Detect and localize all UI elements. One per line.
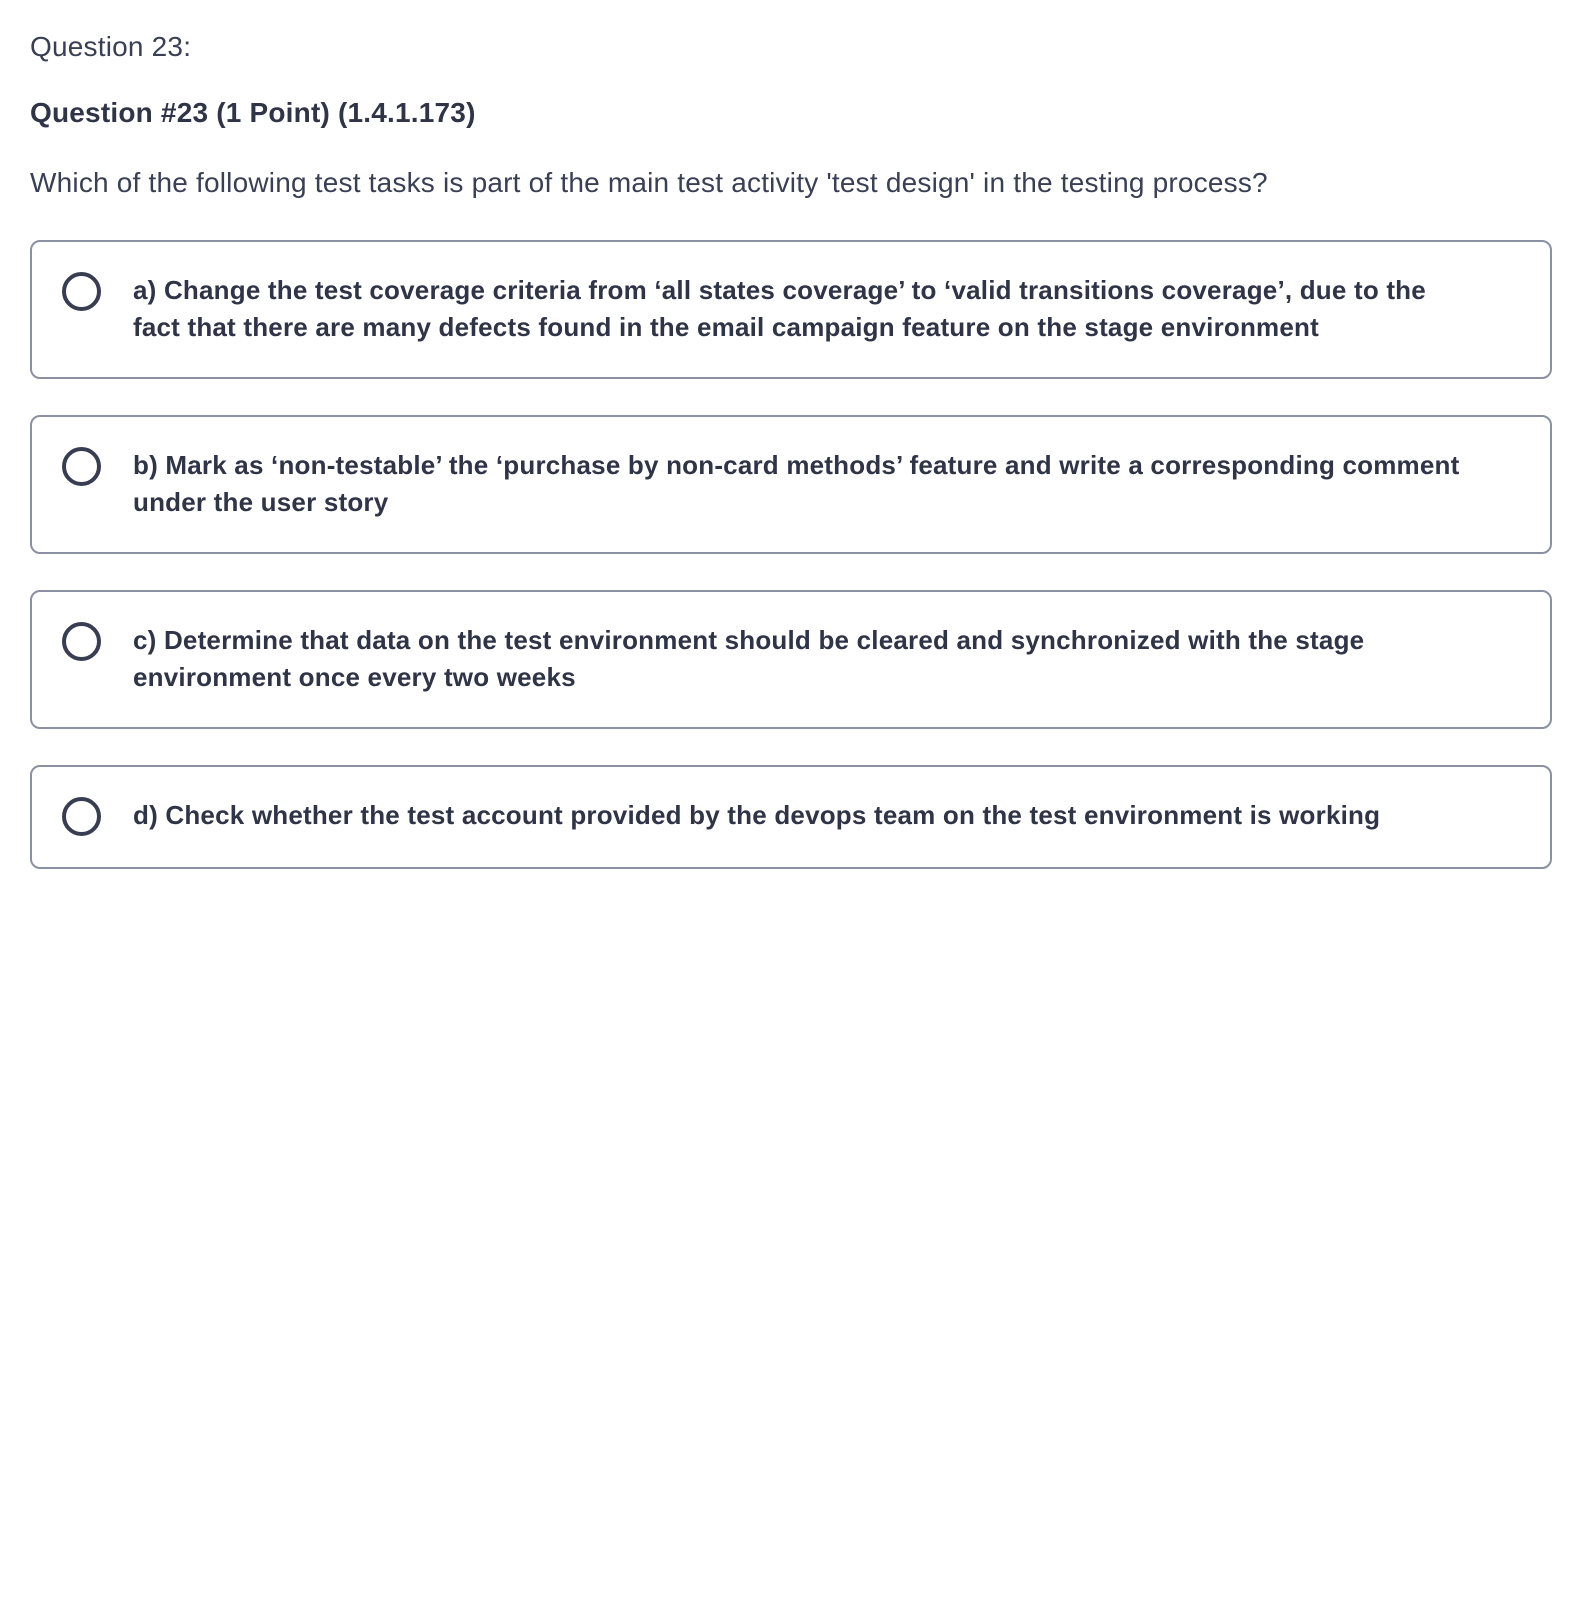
option-a-radio[interactable] [62,272,101,311]
answer-options-list [30,240,1552,869]
option-a-card[interactable] [30,240,1552,379]
option-b-label: b) Mark as ‘non-testable’ the ‘purchase by non-card methods’ feature and write a corresponding comment under the user story [133,450,1460,517]
option-a-label: a) Change the test coverage criteria from ‘all states coverage’ to ‘valid transitions coverage’, due to the fact that there are many defects found in the email campaign feature on the stage environment [133,275,1426,342]
option-b-card[interactable] [30,415,1552,554]
option-c-label: c) Determine that data on the test environment should be cleared and synchronized with the stage environment once every two weeks [133,625,1365,692]
option-d-card[interactable] [30,765,1552,869]
question-prompt: Which of the following test tasks is part of the main test activity 'test design' in the testing process? [30,167,1268,198]
option-c-card[interactable] [30,590,1552,729]
question-number: Question 23: [30,31,192,62]
option-c-radio[interactable] [62,622,101,661]
question-title: Question #23 (1 Point) (1.4.1.173) [30,97,476,128]
option-b-radio[interactable] [62,447,101,486]
option-d-label: d) Check whether the test account provided by the devops team on the test environment is working [133,800,1381,830]
option-d-radio[interactable] [62,797,101,836]
